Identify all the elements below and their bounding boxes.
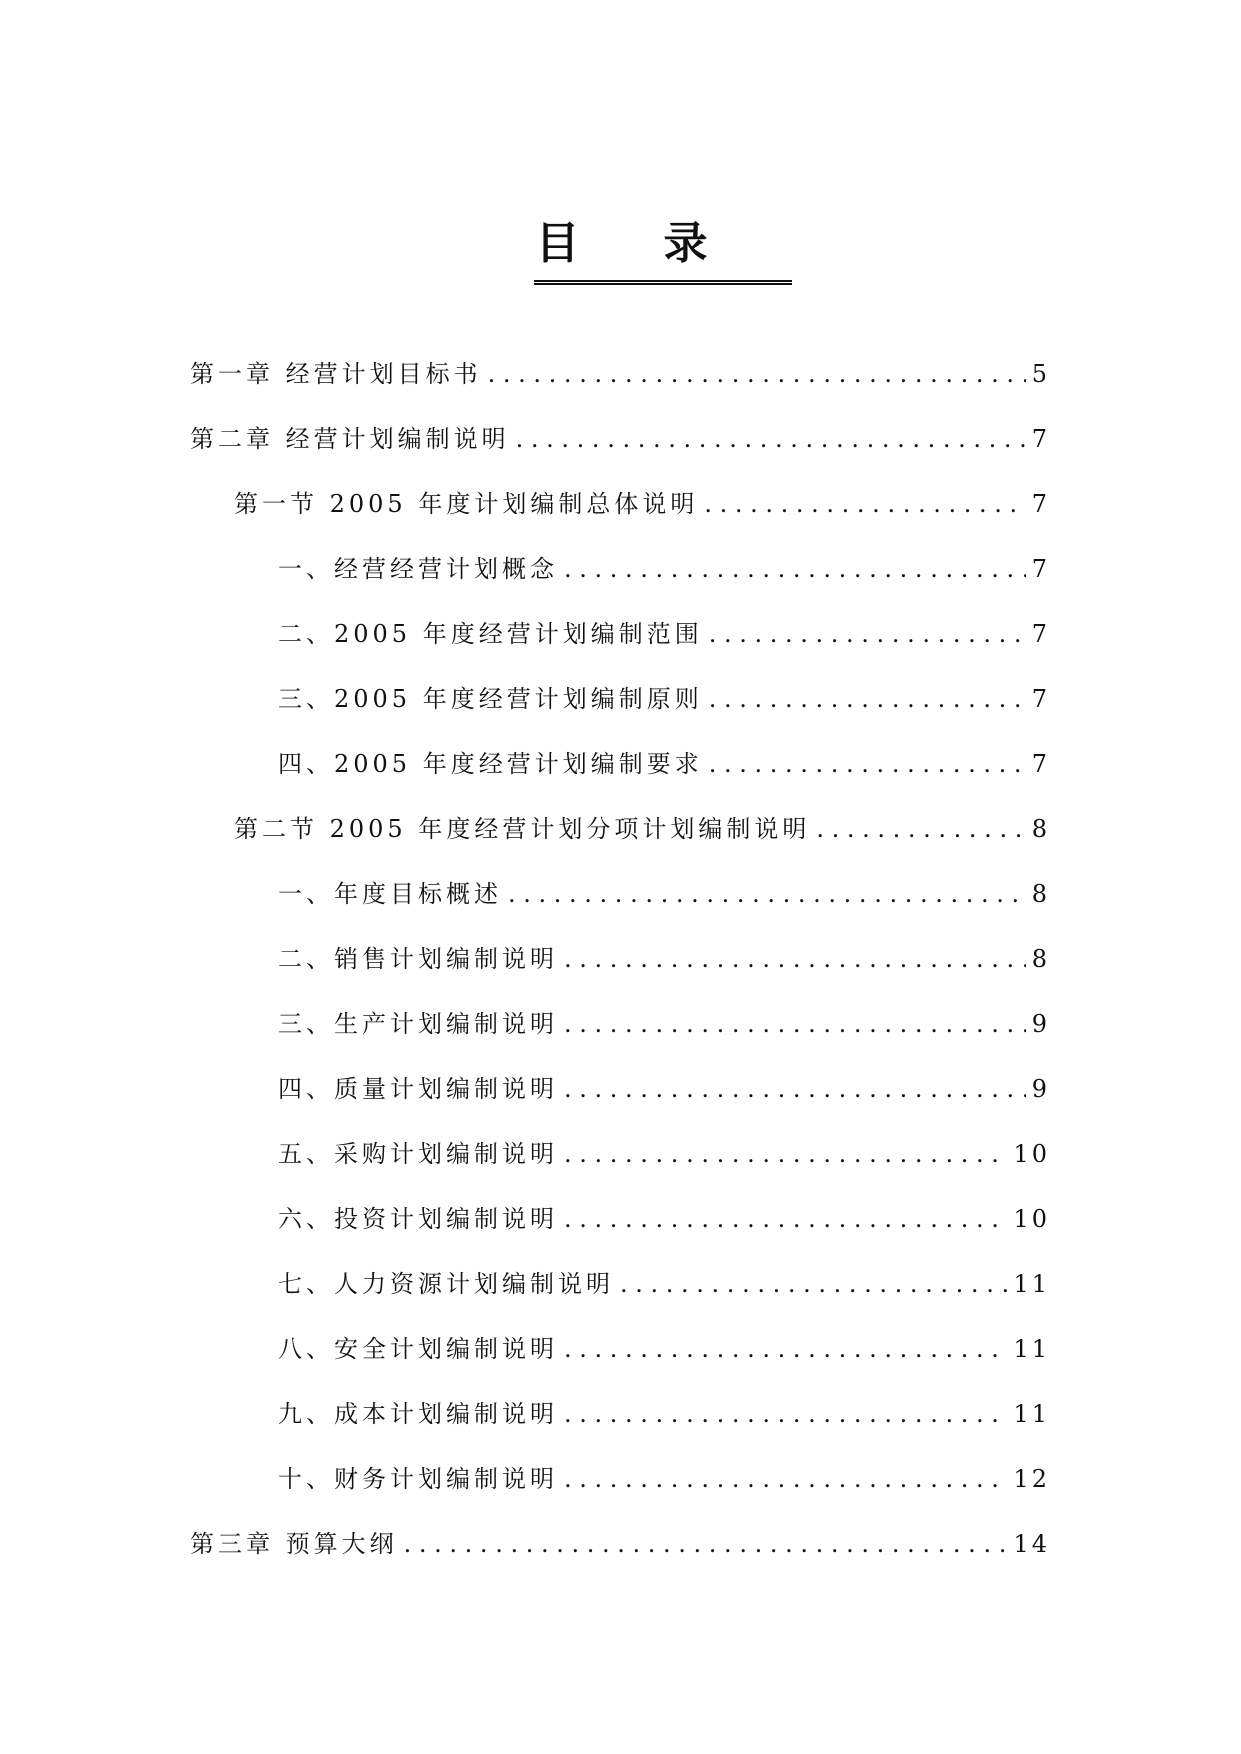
toc-entry[interactable] (190, 1329, 1050, 1394)
toc-entry-page-number: 7 (1031, 620, 1050, 648)
toc-entry[interactable] (190, 679, 1050, 744)
toc-dot-leader (564, 1335, 1007, 1363)
toc-entry-label: 十、财务计划编制说明 (278, 1465, 558, 1493)
toc-entry-label: 二、销售计划编制说明 (278, 945, 558, 973)
toc-entry-label: 六、投资计划编制说明 (278, 1205, 558, 1233)
toc-dot-leader (704, 490, 1025, 518)
toc-entry[interactable] (190, 1264, 1050, 1329)
toc-dot-leader (709, 750, 1026, 778)
toc-dot-leader (516, 425, 1026, 453)
toc-entry-page-number: 5 (1031, 360, 1050, 388)
toc-entry[interactable] (190, 1004, 1050, 1069)
toc-dot-leader (564, 1205, 1007, 1233)
toc-entry-label: 第三章 预算大纲 (190, 1530, 398, 1558)
toc-entry-page-number: 7 (1031, 490, 1050, 518)
toc-entry-page-number: 11 (1013, 1335, 1050, 1363)
toc-entry-page-number: 12 (1013, 1465, 1050, 1493)
toc-dot-leader (564, 1140, 1007, 1168)
toc-entry[interactable] (190, 874, 1050, 939)
toc-entry-label: 三、生产计划编制说明 (278, 1010, 558, 1038)
toc-entry[interactable] (190, 1134, 1050, 1199)
toc-dot-leader (709, 620, 1026, 648)
toc-entry-label: 五、采购计划编制说明 (278, 1140, 558, 1168)
toc-entry-label: 一、经营经营计划概念 (278, 555, 558, 583)
toc-entry[interactable] (190, 614, 1050, 679)
toc-entry[interactable] (190, 549, 1050, 614)
toc-entry-label: 八、安全计划编制说明 (278, 1335, 558, 1363)
toc-entry-page-number: 14 (1013, 1530, 1050, 1558)
toc-entry-page-number: 7 (1031, 555, 1050, 583)
toc-entry[interactable] (190, 939, 1050, 1004)
toc-entry[interactable] (190, 1459, 1050, 1524)
toc-entry-label: 二、2005 年度经营计划编制范围 (278, 620, 703, 648)
toc-dot-leader (709, 685, 1026, 713)
toc-entry-page-number: 8 (1031, 815, 1050, 843)
toc-entry-page-number: 8 (1031, 880, 1050, 908)
toc-dot-leader (620, 1270, 1007, 1298)
toc-entry-label: 第一节 2005 年度计划编制总体说明 (234, 490, 699, 518)
toc-dot-leader (564, 1465, 1007, 1493)
toc-entry-page-number: 10 (1013, 1140, 1050, 1168)
toc-dot-leader (564, 555, 1026, 583)
toc-dot-leader (564, 1075, 1026, 1103)
toc-dot-leader (564, 1010, 1026, 1038)
toc-entry-label: 一、年度目标概述 (278, 880, 502, 908)
toc-entry-page-number: 9 (1031, 1075, 1050, 1103)
page-title: 目录 (534, 218, 792, 285)
toc-entry[interactable] (190, 1524, 1050, 1589)
toc-entry-page-number: 11 (1013, 1400, 1050, 1428)
toc-entry-label: 第二节 2005 年度经营计划分项计划编制说明 (234, 815, 811, 843)
toc-entry-label: 四、质量计划编制说明 (278, 1075, 558, 1103)
toc-entry-page-number: 7 (1031, 425, 1050, 453)
toc-entry[interactable] (190, 354, 1050, 419)
toc-entry-label: 七、人力资源计划编制说明 (278, 1270, 614, 1298)
toc-entry[interactable] (190, 744, 1050, 809)
toc-dot-leader (816, 815, 1025, 843)
toc-entry[interactable] (190, 419, 1050, 484)
page-title-container (0, 218, 1241, 285)
toc-entry-page-number: 7 (1031, 750, 1050, 778)
toc-entry-page-number: 9 (1031, 1010, 1050, 1038)
toc-entry-label: 第二章 经营计划编制说明 (190, 425, 510, 453)
toc-entry-label: 九、成本计划编制说明 (278, 1400, 558, 1428)
table-of-contents (190, 354, 1050, 1589)
toc-entry[interactable] (190, 1069, 1050, 1134)
toc-entry-page-number: 10 (1013, 1205, 1050, 1233)
toc-entry[interactable] (190, 809, 1050, 874)
toc-dot-leader (564, 945, 1026, 973)
toc-entry-page-number: 8 (1031, 945, 1050, 973)
toc-entry-label: 四、2005 年度经营计划编制要求 (278, 750, 703, 778)
toc-dot-leader (488, 360, 1026, 388)
toc-entry[interactable] (190, 1394, 1050, 1459)
toc-dot-leader (564, 1400, 1007, 1428)
toc-entry-page-number: 11 (1013, 1270, 1050, 1298)
toc-dot-leader (508, 880, 1026, 908)
toc-entry-label: 第一章 经营计划目标书 (190, 360, 482, 388)
toc-entry-page-number: 7 (1031, 685, 1050, 713)
toc-entry[interactable] (190, 1199, 1050, 1264)
toc-entry-label: 三、2005 年度经营计划编制原则 (278, 685, 703, 713)
toc-entry[interactable] (190, 484, 1050, 549)
toc-dot-leader (404, 1530, 1008, 1558)
